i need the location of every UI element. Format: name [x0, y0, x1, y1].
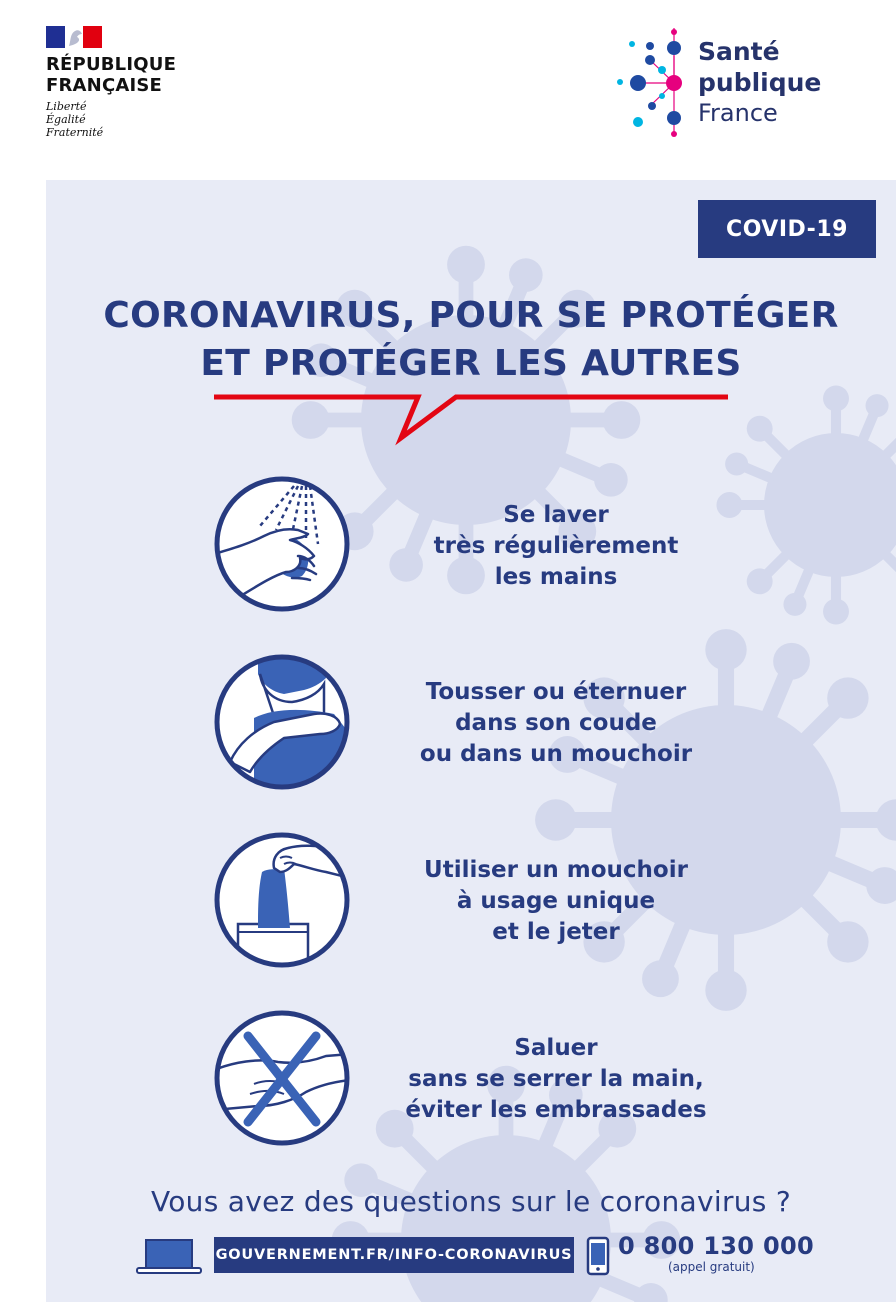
item3-line2: à usage unique [456, 888, 656, 914]
spf-line2: publique [698, 68, 822, 97]
marianne-flag-icon [46, 26, 102, 48]
item1-line2: très régulièrement [433, 533, 679, 559]
item-text-cough-elbow [396, 677, 716, 770]
speech-bubble-underline-icon [46, 180, 896, 460]
item3-line3: et le jeter [492, 919, 620, 945]
covid-19-badge: COVID-19 [698, 200, 876, 258]
item2-line2: dans son coude [455, 710, 657, 736]
header [0, 0, 896, 180]
spf-line1: Santé [698, 37, 780, 66]
info-url-link[interactable]: GOUVERNEMENT.FR/INFO-CORONAVIRUS [214, 1237, 574, 1273]
item4-line3: éviter les embrassades [405, 1097, 707, 1123]
title-line2: ET PROTÉGER LES AUTRES [200, 343, 742, 384]
poster-panel [46, 180, 896, 1302]
rf-name-line1: RÉPUBLIQUE [46, 54, 177, 75]
phone-note: (appel gratuit) [668, 1260, 755, 1274]
item2-line3: ou dans un mouchoir [419, 741, 693, 767]
title-line1: CORONAVIRUS, POUR SE PROTÉGER [103, 295, 839, 336]
rf-name-line2: FRANÇAISE [46, 75, 163, 96]
sante-publique-france-logo [612, 26, 842, 146]
item-text-no-handshake [396, 1033, 716, 1126]
spf-molecule-icon [612, 26, 692, 146]
smartphone-icon [586, 1236, 610, 1276]
footer-question: Vous avez des questions sur le coronavirus ? [150, 1185, 792, 1218]
item4-line1: Saluer [514, 1035, 598, 1061]
rf-motto-fraternite: Fraternité [46, 126, 104, 139]
item-text-wash-hands [396, 500, 716, 593]
item2-line1: Tousser ou éternuer [425, 679, 687, 705]
rf-motto-egalite: Égalité [46, 113, 86, 126]
cough-elbow-icon [214, 654, 350, 790]
rf-motto-liberte: Liberté [46, 100, 87, 113]
phone-number[interactable]: 0 800 130 000 [618, 1232, 814, 1260]
hand-washing-icon [214, 476, 350, 612]
item-text-single-use-tissue [396, 855, 716, 948]
no-handshake-icon [214, 1010, 350, 1146]
laptop-icon [136, 1238, 202, 1274]
tissue-bin-icon [214, 832, 350, 968]
item1-line3: les mains [494, 564, 618, 590]
item3-line1: Utiliser un mouchoir [424, 857, 688, 883]
item1-line1: Se laver [503, 502, 609, 528]
item4-line2: sans se serrer la main, [408, 1066, 704, 1092]
republique-francaise-logo [46, 26, 176, 139]
spf-line3: France [698, 99, 778, 127]
